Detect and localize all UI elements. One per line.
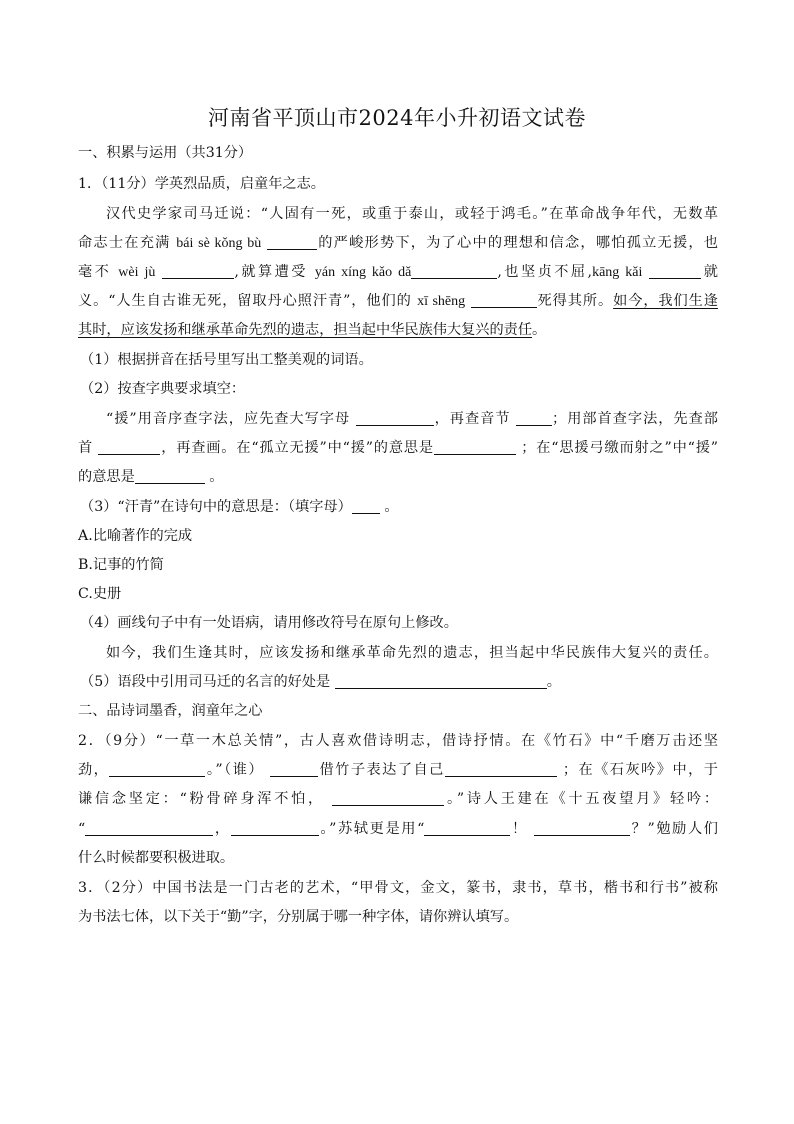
passage-line-5 [78, 320, 718, 340]
question-text: 劲， [78, 762, 110, 778]
answer-blank[interactable] [516, 410, 552, 426]
question-2-line-4 [78, 819, 718, 839]
underlined-sentence: 如今，我们生逢 [613, 293, 718, 309]
pinyin-hint: kāng kǎi [592, 265, 643, 280]
question-text: 谦信念坚定：“粉骨碎身浑不怕， [78, 791, 325, 807]
subquestion-3 [80, 497, 720, 517]
answer-blank[interactable] [335, 673, 547, 689]
passage-text: 命志士在充满 [78, 235, 177, 251]
answer-blank[interactable] [534, 820, 630, 836]
question-text: ？”勉励人们 [629, 821, 718, 837]
subquestion-2: （2）按查字典要求填空： [80, 381, 246, 397]
answer-blank[interactable] [162, 263, 234, 279]
subquestion-2-line-1 [106, 409, 718, 429]
subquestion-5 [80, 672, 720, 692]
page-title: 河南省平顶山市2024年小升初语文试卷 [208, 106, 586, 130]
passage-text: 死得其所。 [536, 293, 614, 309]
question-text: ，再查音节 [433, 411, 511, 427]
option-a[interactable]: A.比喻著作的完成 [78, 528, 193, 544]
underlined-sentence: 其时，应该发扬和继承革命先烈的遗志，担当起中华民族伟大复兴的责任 [78, 322, 533, 338]
question-text: 。”（谁） [205, 762, 265, 778]
passage-line-1: 汉代史学家司马迁说：“人固有一死，或重于泰山，或轻于鸿毛。”在革命战争年代，无数革 [106, 206, 718, 222]
subquestion-2-line-3 [78, 467, 718, 487]
answer-blank[interactable] [267, 234, 317, 250]
section-heading-2: 二、品诗词墨香，润童年之心 [78, 703, 263, 719]
question-text: 。 [209, 469, 224, 485]
question-text: 。”诗人王建在《十五夜望月》轻吟： [444, 791, 719, 807]
question-1-heading: 1．（11分）学英烈品质，启童年之志。 [78, 176, 325, 192]
answer-blank[interactable] [270, 761, 318, 777]
passage-text: ,就算遭受 [234, 264, 315, 280]
subquestion-1: （1）根据拼音在括号里写出工整美观的词语。 [80, 352, 373, 368]
option-b[interactable]: B.记事的竹简 [78, 557, 164, 573]
question-text: ；用部首查字法，先查部 [552, 411, 718, 427]
question-text: 。 [546, 674, 561, 690]
answer-blank[interactable] [445, 761, 557, 777]
passage-text: 义。“人生自古谁无死，留取丹心照汗青”，他们的 [78, 293, 418, 309]
passage-line-2 [78, 233, 718, 254]
question-2-line-5: 什么时候都要积极进取。 [78, 850, 235, 866]
passage-text: 的严峻形势下，为了心中的理想和信念，哪怕孤立无援，也 [317, 235, 718, 251]
answer-blank[interactable] [411, 263, 497, 279]
question-2-line-3 [78, 789, 718, 809]
answer-blank[interactable] [231, 820, 319, 836]
section-heading-1: 一、积累与运用（共31分） [78, 145, 253, 161]
pinyin-hint: wèi jù [118, 265, 156, 280]
passage-line-3 [78, 262, 718, 283]
question-text: ！ [510, 821, 528, 837]
passage-text: 。 [532, 322, 547, 338]
subquestion-2-line-2 [78, 438, 718, 458]
question-text: “援”用音序查字法，应先查大写字母 [106, 411, 351, 427]
subquestion-4-sentence: 如今，我们生逢其时，应该发扬和继承革命先烈的遗志，担当起中华民族伟大复兴的责任。 [106, 645, 718, 661]
answer-blank[interactable] [85, 820, 213, 836]
passage-text: 毫不 [78, 264, 119, 280]
answer-blank[interactable] [352, 498, 380, 514]
answer-blank[interactable] [356, 410, 434, 426]
question-text: 。 [384, 499, 399, 515]
question-2-line-2 [78, 760, 718, 780]
question-text: （3）“汗青”在诗句中的意思是：（填字母） [80, 499, 352, 515]
question-text: 借竹子表达了自己 [318, 762, 445, 778]
option-c[interactable]: C.史册 [78, 586, 122, 602]
question-text: ，再查画。在“孤立无援”中“援”的意思是 [160, 440, 434, 456]
passage-text: 就 [701, 264, 718, 280]
answer-blank[interactable] [109, 761, 205, 777]
passage-text: ,也坚贞不屈, [497, 264, 593, 280]
pinyin-hint: xī shēng [417, 294, 466, 309]
question-text: ， [213, 821, 231, 837]
question-3-line-2: 为书法七体，以下关于“勤”字，分别属于哪一种字体，请你辨认填写。 [78, 909, 519, 925]
pinyin-hint: yán xíng kǎo dǎ [314, 265, 412, 280]
question-2-line-1: 2．（9分）“一草一木总关情”，古人喜欢借诗明志，借诗抒情。在《竹石》中“千磨万击还坚 [78, 733, 718, 749]
answer-blank[interactable] [332, 790, 444, 806]
answer-blank[interactable] [471, 292, 537, 308]
question-text: ；在“思援弓缴而射之”中“援” [521, 440, 718, 456]
answer-blank[interactable] [434, 439, 516, 455]
passage-line-4 [78, 291, 718, 312]
subquestion-4: （4）画线句子中有一处语病，请用修改符号在原句上修改。 [80, 615, 458, 631]
answer-blank[interactable] [424, 820, 510, 836]
answer-blank[interactable] [135, 468, 205, 484]
question-text: ；在《石灰吟》中，于 [562, 762, 718, 778]
question-text: （5）语段中引用司马迁的名言的好处是 [80, 674, 331, 690]
answer-blank[interactable] [98, 439, 160, 455]
answer-blank[interactable] [649, 263, 701, 279]
pinyin-hint: bái sè kǒng bù [176, 236, 262, 251]
question-text: 首 [78, 440, 94, 456]
question-text: “ [78, 821, 86, 837]
question-text: 。”苏轼更是用“ [318, 821, 425, 837]
question-3-line-1: 3．（2分）中国书法是一门古老的艺术，“甲骨文，金文，篆书，隶书，草书，楷书和行书”被称 [78, 880, 718, 896]
question-text: 的意思是 [78, 469, 135, 485]
